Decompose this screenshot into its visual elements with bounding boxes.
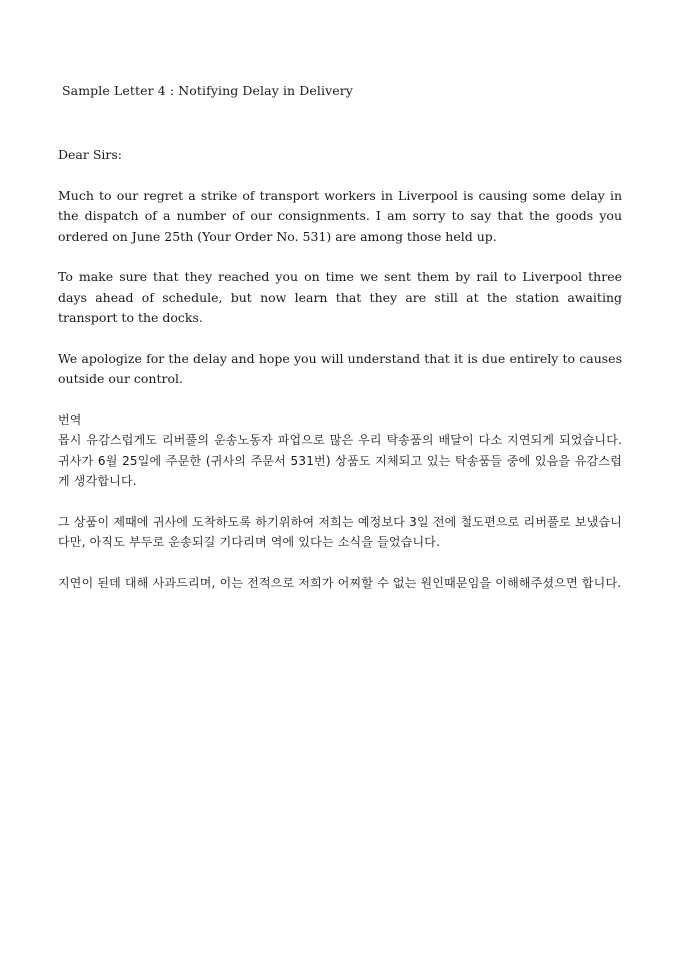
korean-paragraph-1: 몹시 유감스럽게도 리버풀의 운송노동자 파업으로 많은 우리 탁송품의 배달이 다소 지연되게 되었습니다. 귀사가 6월 25일에 주문한 (귀사의 주문서 531번) 상품도 지체되고 있는 탁송품들 중에 있음을 유감스럽게 생각합니다. — [58, 433, 622, 488]
letter-title: Sample Letter 4 : Notifying Delay in Delivery — [62, 83, 353, 98]
salutation: Dear Sirs: — [58, 147, 122, 162]
english-paragraph-2: To make sure that they reached you on time we sent them by rail to Liverpool three days ahead of schedule, but now learn that they are still at the station awaiting transport to the docks. — [58, 269, 622, 325]
english-paragraph-1: Much to our regret a strike of transport workers in Liverpool is causing some delay in the dispatch of a number of our consignments. I am sorry to say that the goods you ordered on June 25th (Your Order No. 531) are among those held up. — [58, 187, 622, 244]
english-paragraph-3: We apologize for the delay and hope you will understand that it is due entirely to causes outside our control. — [58, 350, 622, 386]
korean-paragraph-2: 그 상품이 제때에 귀사에 도착하도록 하기위하여 저희는 예정보다 3일 전에 철도편으로 리버풀로 보냈습니다만, 아직도 부두로 운송되길 기다리며 역에 있다는 소식을 들었습니다. — [58, 514, 622, 549]
korean-paragraph-3: 지연이 된데 대해 사과드리며, 이는 전적으로 저희가 어찌할 수 없는 원인때문임을 이해해주셨으면 합니다. — [58, 575, 622, 590]
letter-body — [58, 145, 622, 593]
translation-heading: 번역 — [58, 412, 82, 427]
